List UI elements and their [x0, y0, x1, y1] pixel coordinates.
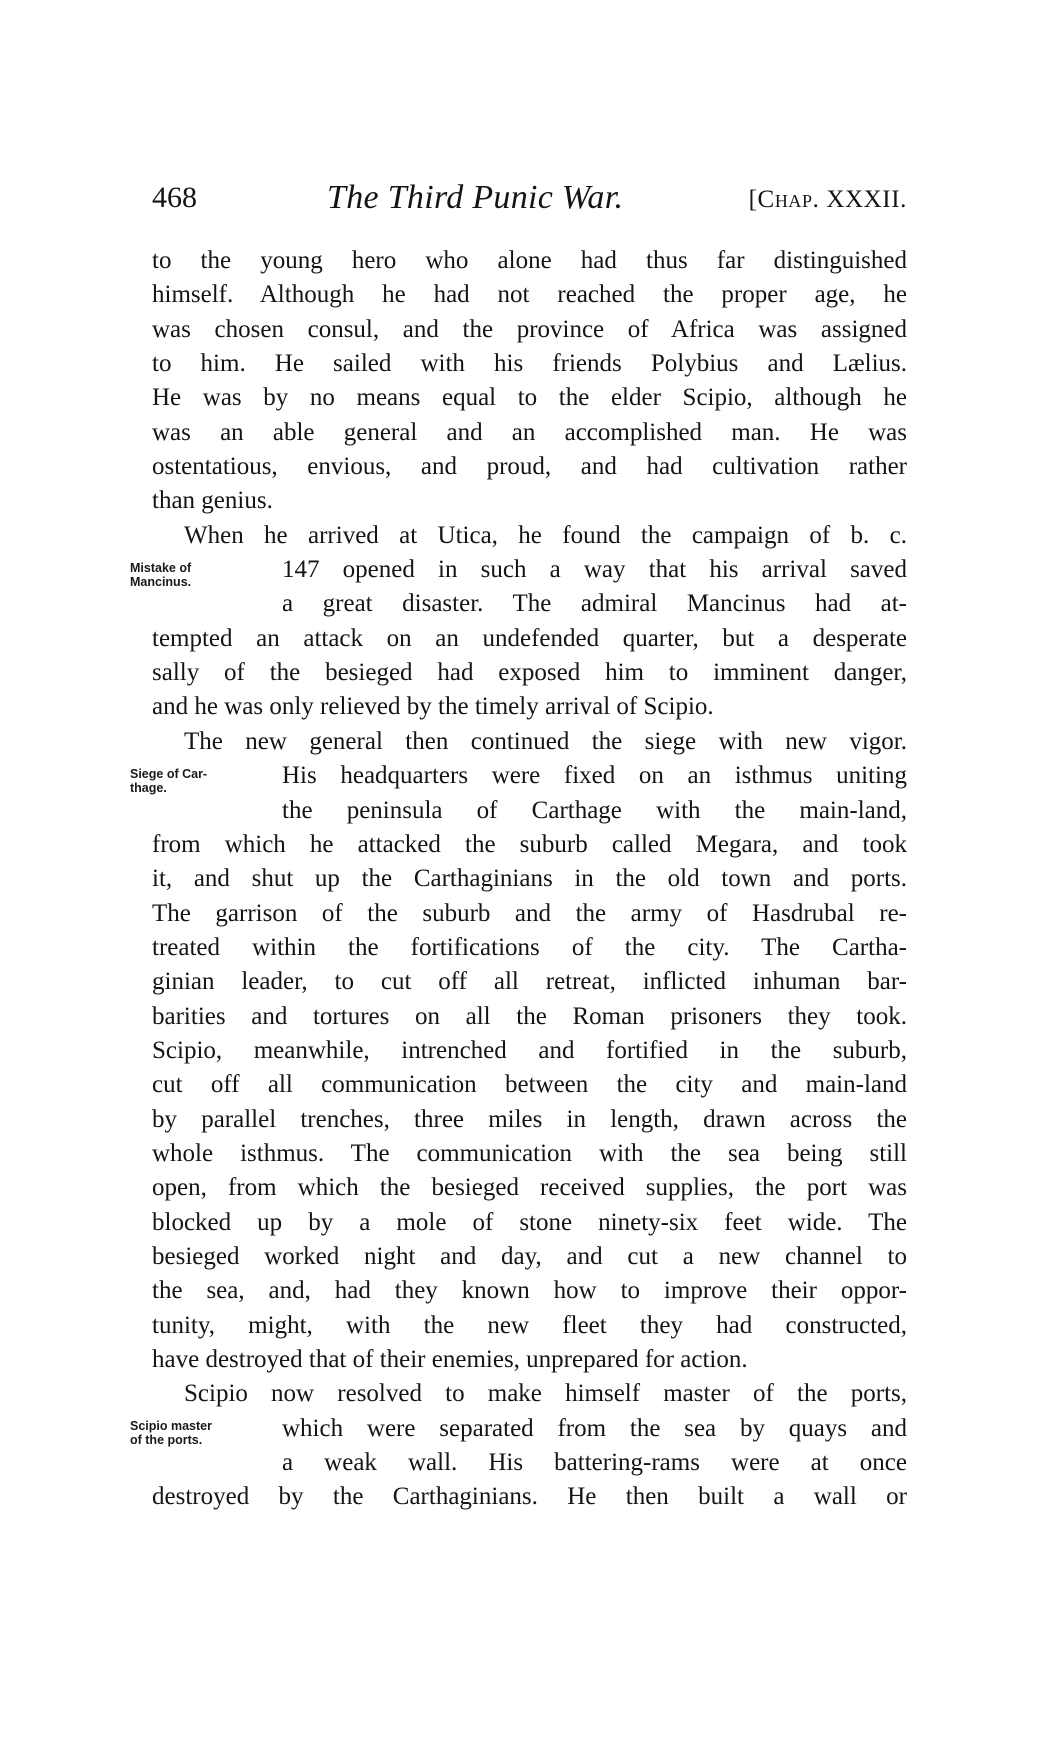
text-line: himself. Although he had not reached the proper age, he: [152, 281, 907, 309]
text-line: a weak wall. His battering-rams were at once: [282, 1449, 907, 1477]
text-line: the sea, and, had they known how to improve their oppor-: [152, 1277, 907, 1305]
text-line: from which he attacked the suburb called Megara, and took: [152, 830, 907, 858]
text-line: to the young hero who alone had thus far distinguished: [152, 247, 907, 274]
chapter-reference: [Chap. XXXII.: [748, 186, 907, 213]
text-line: When he arrived at Utica, he found the campaign of b. c.: [184, 521, 907, 549]
body-text: [130, 244, 907, 1515]
text-line: barities and tortures on all the Roman prisoners they took.: [152, 1002, 907, 1030]
sidenote-siege-of-carthage: [130, 767, 260, 795]
text-line: was an able general and an accomplished man. He was: [152, 418, 907, 446]
paragraph-2: [130, 519, 907, 725]
running-head: [152, 178, 907, 222]
text-line: The garrison of the suburb and the army of Hasdrubal re-: [152, 899, 907, 927]
sidenote-line: thage.: [130, 780, 167, 795]
text-line: by parallel trenches, three miles in length, drawn across the: [152, 1105, 907, 1133]
text-line: a great disaster. The admiral Mancinus had at-: [282, 590, 907, 618]
text-line: treated within the fortifications of the city. The Cartha-: [152, 933, 907, 961]
text-line: the peninsula of Carthage with the main-land,: [282, 796, 907, 824]
text-line: open, from which the besieged received supplies, the port was: [152, 1174, 907, 1202]
text-line: Scipio, meanwhile, intrenched and fortified in the suburb,: [152, 1036, 907, 1064]
paragraph-1: [152, 244, 907, 519]
text-line: was chosen consul, and the province of Africa was assigned: [152, 315, 907, 343]
text-line: it, and shut up the Carthaginians in the old town and ports.: [152, 865, 907, 893]
paragraph-3: [130, 725, 907, 1378]
text-line: Scipio now resolved to make himself master of the ports,: [184, 1380, 907, 1408]
sidenote-line: Siege of Car-: [130, 766, 208, 781]
page-number: 468: [152, 181, 197, 214]
sidenote-scipio-master-of-the-ports: [130, 1419, 260, 1447]
text-line: and he was only relieved by the timely arrival of Scipio.: [152, 693, 714, 721]
text-line: have destroyed that of their enemies, unprepared for action.: [152, 1346, 748, 1373]
sidenote-line: of the ports.: [130, 1433, 203, 1448]
sidenote-line: Mancinus.: [130, 574, 192, 589]
text-line: which were separated from the sea by quays and: [282, 1414, 907, 1442]
text-line: destroyed by the Carthaginians. He then built a wall or: [152, 1483, 907, 1511]
text-line: cut off all communication between the city and main-land: [152, 1071, 907, 1099]
text-line: The new general then continued the siege with new vigor.: [184, 727, 907, 755]
text-line: than genius.: [152, 487, 273, 515]
sidenote-mistake-of-mancinus: [130, 561, 260, 589]
sidenote-line: Mistake of: [130, 560, 192, 575]
text-line: He was by no means equal to the elder Scipio, although he: [152, 384, 907, 412]
text-line: tempted an attack on an undefended quarter, but a desperate: [152, 624, 907, 652]
running-title: The Third Punic War.: [327, 179, 624, 216]
text-line: besieged worked night and day, and cut a new channel to: [152, 1242, 907, 1270]
text-line: sally of the besieged had exposed him to imminent danger,: [152, 659, 907, 687]
text-line: whole isthmus. The communication with the sea being still: [152, 1139, 907, 1167]
text-line: blocked up by a mole of stone ninety-six feet wide. The: [152, 1208, 907, 1236]
text-line: 147 opened in such a way that his arrival saved: [282, 556, 907, 584]
sidenote-line: Scipio master: [130, 1419, 212, 1434]
text-line: to him. He sailed with his friends Polybius and Lælius.: [152, 350, 907, 378]
text-line: ostentatious, envious, and proud, and had cultivation rather: [152, 453, 907, 481]
text-line: His headquarters were fixed on an isthmus uniting: [282, 762, 907, 790]
text-line: ginian leader, to cut off all retreat, inflicted inhuman bar-: [152, 968, 907, 996]
paragraph-4: [130, 1377, 907, 1514]
text-line: tunity, might, with the new fleet they had constructed,: [152, 1311, 907, 1339]
